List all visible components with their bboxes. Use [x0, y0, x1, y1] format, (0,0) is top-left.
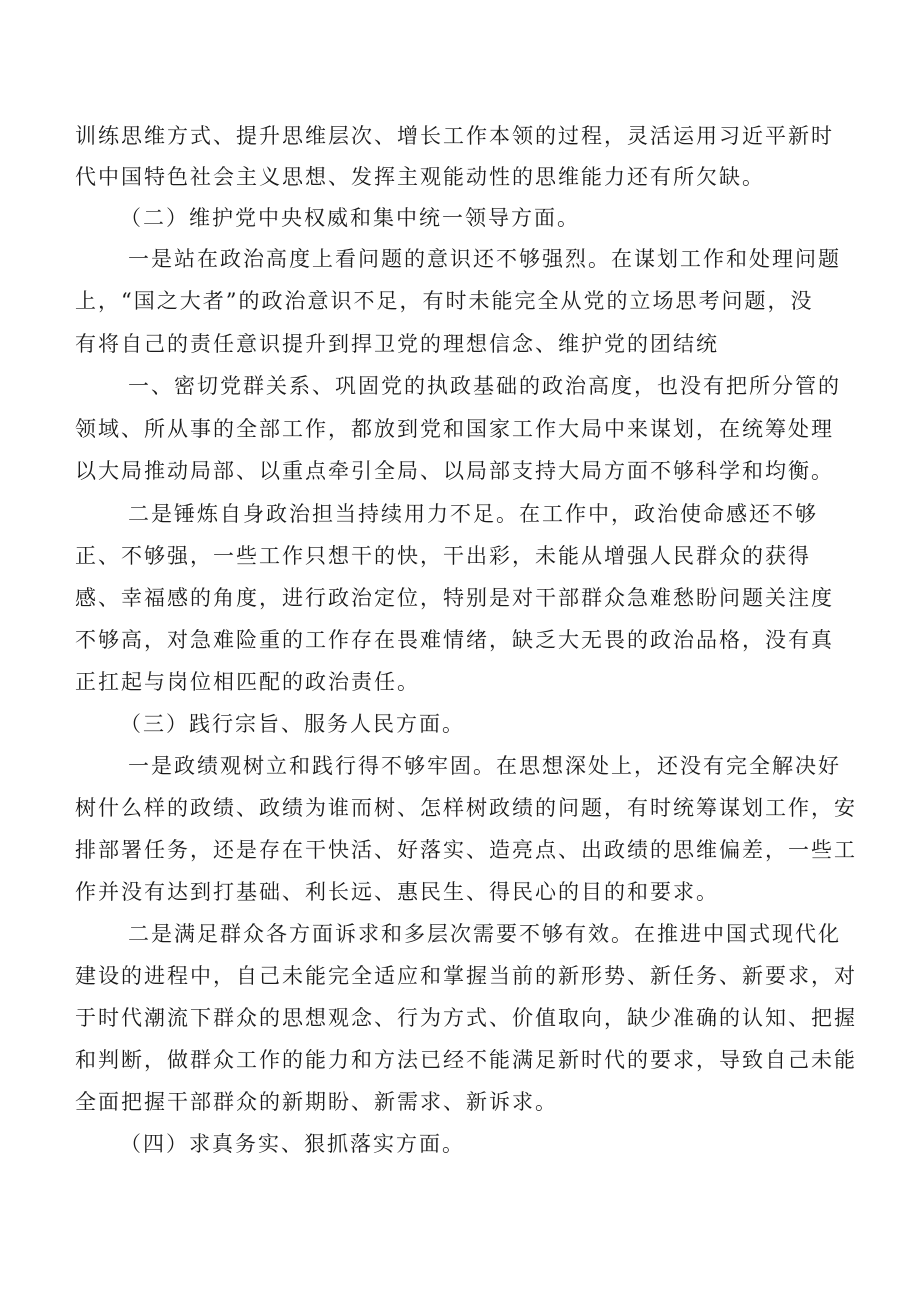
body-line: 感、幸福感的角度，进行政治定位，特别是对干部群众急难愁盼问题关注度	[75, 586, 834, 610]
body-line: 一是站在政治高度上看问题的意识还不够强烈。在谋划工作和处理问题	[128, 247, 841, 271]
body-line: 二是锤炼自身政治担当持续用力不足。在工作中，政治使命感还不够	[128, 502, 818, 526]
body-line: 排部署任务，还是存在干快活、好落实、造亮点、出政绩的思维偏差，一些工	[75, 838, 857, 862]
body-line: 和判断，做群众工作的能力和方法已经不能满足新时代的要求，导致自己未能	[75, 1048, 857, 1072]
section-heading: （三）践行宗旨、服务人民方面。	[120, 712, 465, 736]
body-line: 有将自己的责任意识提升到捍卫党的理想信念、维护党的团结统	[75, 332, 719, 356]
body-line: 正扛起与岗位相匹配的政治责任。	[75, 670, 420, 694]
body-line: 于时代潮流下群众的思想观念、行为方式、价值取向，缺少准确的认知、把握	[75, 1006, 857, 1030]
section-heading: （四）求真务实、狠抓落实方面。	[120, 1132, 465, 1156]
body-line: 不够高，对急难险重的工作存在畏难情绪，缺乏大无畏的政治品格，没有真	[75, 628, 834, 652]
body-line: 建设的进程中，自己未能完全适应和掌握当前的新形势、新任务、新要求，对	[75, 964, 857, 988]
body-line: 正、不够强，一些工作只想干的快，干出彩，未能从增强人民群众的获得	[75, 544, 811, 568]
body-line: 全面把握干部群众的新期盼、新需求、新诉求。	[75, 1090, 558, 1114]
body-line: 二是满足群众各方面诉求和多层次需要不够有效。在推进中国式现代化	[128, 922, 841, 946]
body-line: 作并没有达到打基础、利长远、惠民生、得民心的目的和要求。	[75, 880, 719, 904]
body-line: 一是政绩观树立和践行得不够牢固。在思想深处上，还没有完全解决好	[128, 754, 841, 778]
body-line: 一、密切党群关系、巩固党的执政基础的政治高度，也没有把所分管的	[128, 374, 841, 398]
body-line: 代中国特色社会主义思想、发挥主观能动性的思维能力还有所欠缺。	[75, 165, 765, 189]
body-line: 以大局推动局部、以重点牵引全局、以局部支持大局方面不够科学和均衡。	[75, 459, 834, 483]
body-line: 树什么样的政绩、政绩为谁而树、怎样树政绩的问题，有时统筹谋划工作，安	[75, 796, 857, 820]
body-line: 上，“国之大者”的政治意识不足，有时未能完全从党的立场思考问题，没	[75, 289, 814, 313]
section-heading: （二）维护党中央权威和集中统一领导方面。	[120, 206, 580, 230]
body-line: 训练思维方式、提升思维层次、增长工作本领的过程，灵活运用习近平新时	[75, 124, 834, 148]
body-line: 领域、所从事的全部工作，都放到党和国家工作大局中来谋划，在统筹处理	[75, 417, 834, 441]
